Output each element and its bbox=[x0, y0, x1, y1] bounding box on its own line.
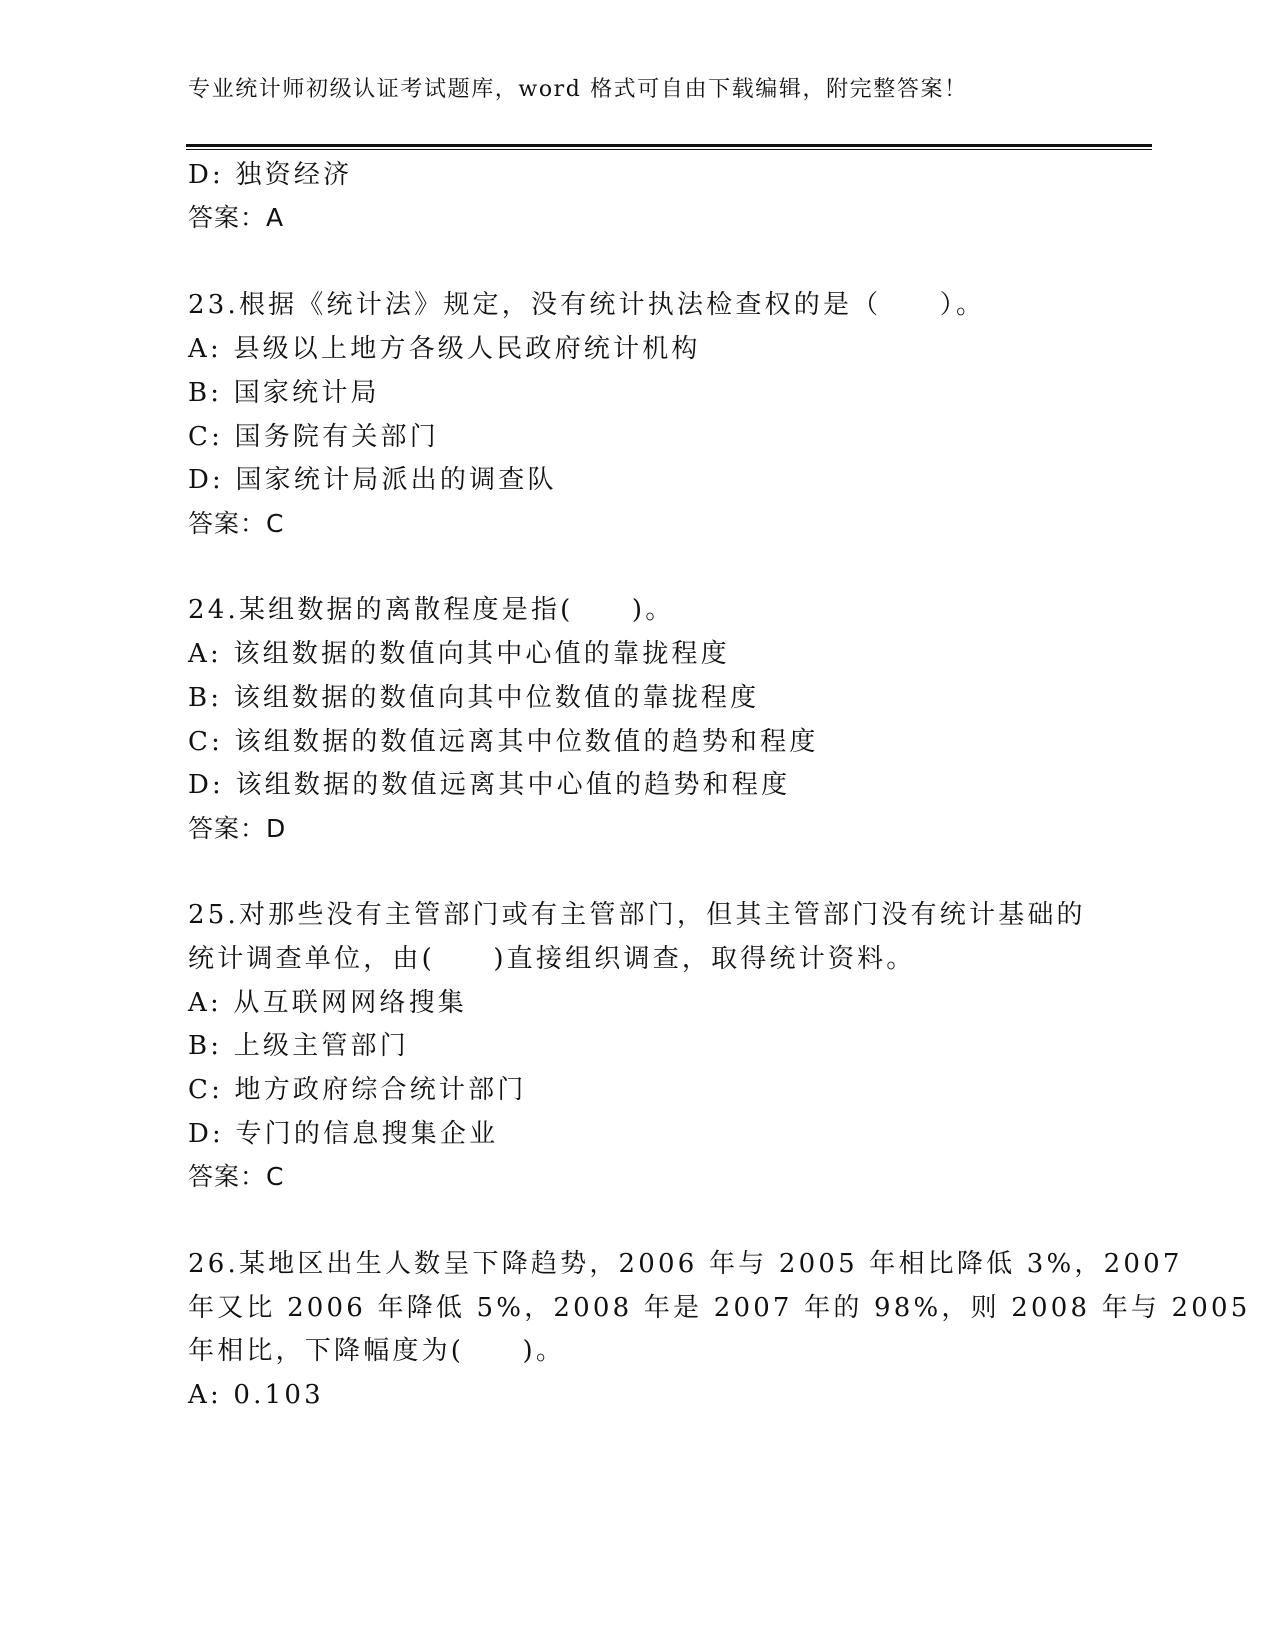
option-d: D: 独资经济 bbox=[188, 160, 353, 190]
question-24-stem: 24.某组数据的离散程度是指( )。 bbox=[188, 595, 675, 625]
question-25-answer: 答案：C bbox=[188, 1162, 285, 1191]
question-26-stem-line-3: 年相比，下降幅度为( )。 bbox=[188, 1336, 566, 1366]
question-23-option-c: C: 国务院有关部门 bbox=[188, 422, 439, 452]
question-25-stem-line-2: 统计调查单位，由( )直接组织调查，取得统计资料。 bbox=[188, 944, 916, 974]
question-25-option-c: C: 地方政府综合统计部门 bbox=[188, 1075, 527, 1105]
question-25-option-d: D: 专门的信息搜集企业 bbox=[188, 1119, 499, 1149]
question-24-option-a: A: 该组数据的数值向其中心值的靠拢程度 bbox=[188, 639, 730, 669]
question-25-option-a: A: 从互联网网络搜集 bbox=[188, 988, 468, 1018]
question-24-option-d: D: 该组数据的数值远离其中心值的趋势和程度 bbox=[188, 770, 791, 800]
answer-label: 答案：A bbox=[188, 203, 285, 232]
question-25-option-b: B: 上级主管部门 bbox=[188, 1031, 409, 1061]
question-23-stem: 23.根据《统计法》规定，没有统计执法检查权的是（ ）。 bbox=[188, 290, 986, 320]
page-header: 专业统计师初级认证考试题库，word 格式可自由下载编辑，附完整答案！ bbox=[188, 77, 968, 102]
question-23-option-d: D: 国家统计局派出的调查队 bbox=[188, 465, 557, 495]
question-23-answer: 答案：C bbox=[188, 509, 285, 538]
question-24-option-b: B: 该组数据的数值向其中位数值的靠拢程度 bbox=[188, 683, 760, 713]
question-24-answer: 答案：D bbox=[188, 814, 287, 843]
question-26-stem-line-2: 年又比 2006 年降低 5%，2008 年是 2007 年的 98%，则 2008 年与 2005 bbox=[188, 1293, 1251, 1323]
question-25-stem-line-1: 25.对那些没有主管部门或有主管部门，但其主管部门没有统计基础的 bbox=[188, 900, 1086, 930]
question-23-option-a: A: 县级以上地方各级人民政府统计机构 bbox=[188, 334, 701, 364]
question-23-option-b: B: 国家统计局 bbox=[188, 378, 380, 408]
header-divider bbox=[186, 144, 1152, 150]
question-26-stem-line-1: 26.某地区出生人数呈下降趋势，2006 年与 2005 年相比降低 3%，2007 bbox=[188, 1249, 1183, 1279]
question-26-option-a: A: 0.103 bbox=[188, 1380, 324, 1410]
question-24-option-c: C: 该组数据的数值远离其中位数值的趋势和程度 bbox=[188, 727, 819, 757]
